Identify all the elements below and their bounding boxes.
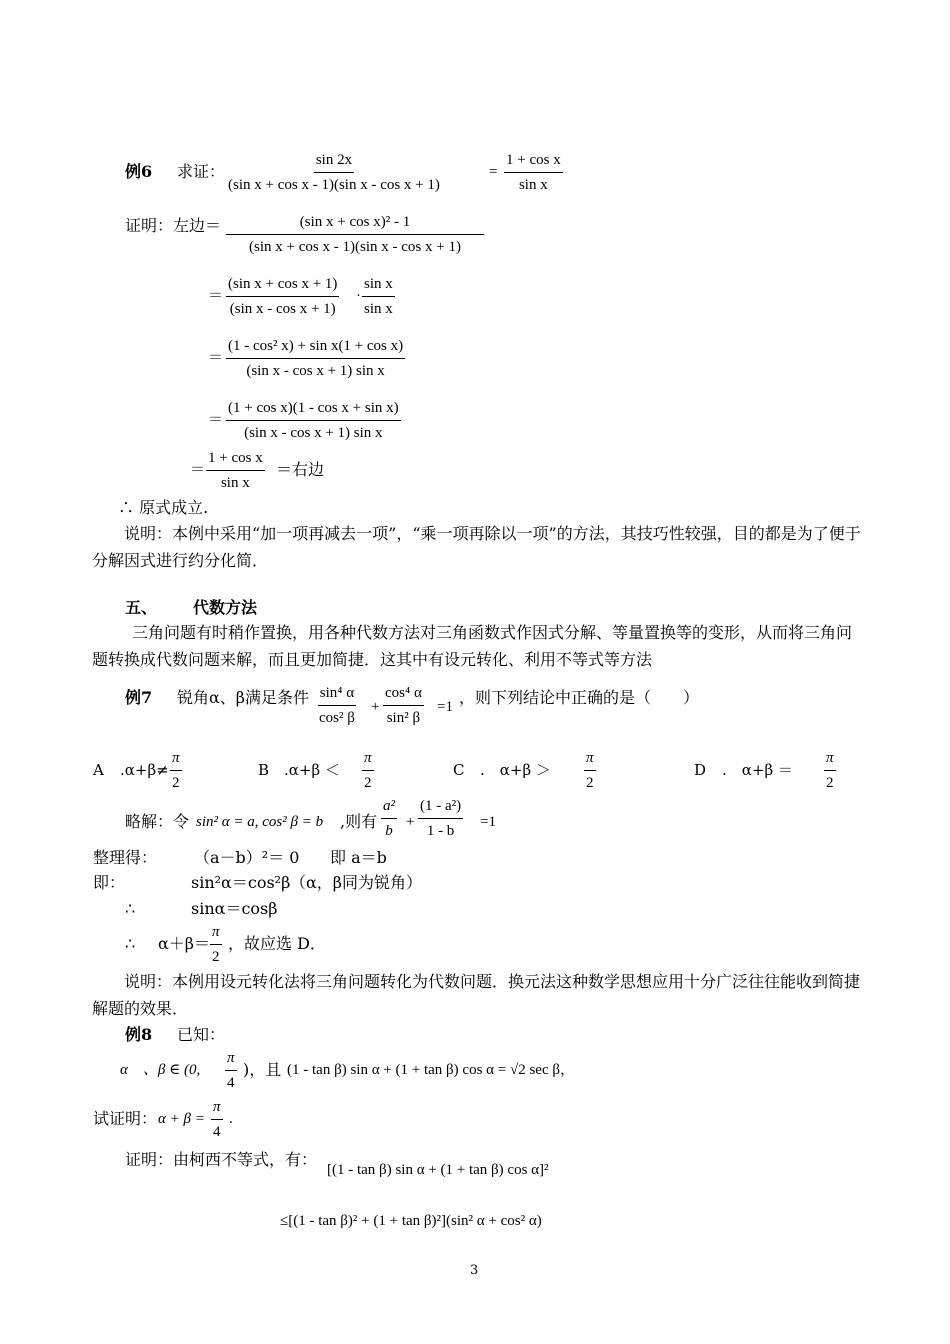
proof-6-step-5: [206, 448, 265, 493]
example-6-prompt: 求证：: [177, 162, 226, 181]
fraction-numerator: a²: [381, 796, 397, 819]
fraction-denominator: 4: [213, 1124, 221, 1140]
note-6: 说明：本例中采用“加一项再减去一项”，“乘一项再除以一项”的方法，其技巧性较强，目的都是为了便于分解因式进行约分化简．: [92, 524, 861, 570]
proof-6-step-4: [226, 398, 401, 443]
example-8-condition-a: α 、β ∈ (0,: [120, 1062, 201, 1078]
fraction-numerator: 1 + cos x: [504, 150, 563, 173]
fraction-denominator: sin x: [220, 475, 250, 491]
proof-6-label: 证明：左边＝: [125, 216, 222, 235]
example-7-label: 例7: [125, 688, 153, 707]
option-a-fraction: [170, 748, 182, 793]
solution-7-lead: 略解：令: [125, 812, 190, 831]
option-a-key: A: [93, 761, 104, 779]
fraction-numerator: π: [362, 748, 374, 771]
fraction-numerator: sin x: [362, 274, 395, 297]
line-4-fraction: [210, 922, 222, 967]
equals-one: =1: [480, 814, 496, 830]
fraction-numerator: π: [210, 922, 222, 945]
fraction-numerator: π: [211, 1097, 223, 1120]
example-7-prompt: 锐角α、β满足条件: [177, 688, 310, 707]
option-a-text: .α+β≠: [120, 761, 169, 779]
plus-sign: +: [371, 699, 380, 715]
option-d-key: D: [694, 761, 707, 779]
option-b-key: B: [258, 761, 270, 779]
multiply-dot: ·: [356, 288, 361, 304]
proof-6-step-2a: [226, 274, 339, 319]
example-8-prompt: 已知：: [177, 1025, 226, 1044]
option-d-text: . α+β ＝: [722, 761, 793, 779]
fraction-numerator: sin⁴ α: [318, 683, 356, 706]
fraction-denominator: sin² β: [386, 710, 421, 726]
fraction-denominator: (sin x + cos x - 1)(sin x - cos x + 1): [228, 177, 440, 193]
example-8-condition-b: )，且: [243, 1060, 282, 1079]
option-c-key: C: [453, 761, 465, 779]
fraction-numerator: cos⁴ α: [383, 683, 424, 706]
proof-6-step-2b: [362, 274, 395, 319]
fraction-numerator: (sin x + cos x + 1): [226, 274, 339, 297]
fraction-denominator: b: [385, 823, 393, 839]
page-number: 3: [470, 1263, 479, 1278]
proof-6-step-1: [226, 212, 484, 257]
fraction-denominator: 4: [227, 1075, 235, 1091]
fraction-numerator: π: [824, 748, 836, 771]
line-2-expression: sin²α＝cos²β: [191, 873, 291, 892]
fraction-denominator: 1 - b: [426, 823, 455, 839]
fraction-denominator: 2: [826, 775, 834, 791]
line-1-tail: 即 a＝b: [330, 848, 387, 867]
fraction-denominator: 2: [212, 949, 220, 965]
fraction-denominator: 2: [364, 775, 372, 791]
proof-8-line-1: [(1 - tan β) sin α + (1 + tan β) cos α]²: [327, 1162, 549, 1178]
option-c-text: . α+β ＞: [480, 761, 551, 779]
equals-sign: ＝: [208, 288, 224, 304]
equals-sign: ＝: [208, 350, 224, 366]
equals-one: =1: [437, 699, 453, 715]
solution-7-fraction-a: [381, 796, 397, 841]
example-8-label: 例8: [125, 1025, 153, 1044]
fraction-numerator: sin 2x: [314, 150, 354, 173]
option-b-fraction: [362, 748, 374, 793]
example-8-goal-expression: α + β =: [158, 1111, 205, 1127]
section-5-intro: 三角问题有时稍作置换，用各种代数方法对三角函数式作因式分解、等量置换等的变形，从而将三角问题转换成代数问题来解，而且更加简捷．这其中有设元转化、利用不等式等方法: [92, 623, 853, 669]
line-3-label: ∴: [125, 899, 136, 918]
solution-7-substitution: sin² α = a, cos² β = b: [196, 814, 324, 830]
fraction-denominator: (sin x - cos x + 1) sin x: [246, 363, 385, 379]
example-7-fraction-2: [383, 683, 424, 728]
proof-6-step-3: [226, 336, 405, 381]
fraction-denominator: sin x: [364, 301, 393, 317]
line-2-label: 即：: [93, 873, 126, 892]
option-c-fraction: [584, 748, 596, 793]
fraction-numerator: π: [584, 748, 596, 771]
example-7-fraction-1: [317, 683, 357, 728]
line-2-tail: （α，β同为锐角）: [290, 873, 423, 892]
line-4-expression: α＋β＝: [158, 934, 211, 953]
fraction-denominator: (sin x - cos x + 1) sin x: [244, 425, 383, 441]
example-8-condition-c: (1 - tan β) sin α + (1 + tan β) cos α = √2 sec β，: [287, 1062, 576, 1078]
solution-7-then: ,则有: [340, 812, 378, 831]
fraction-denominator: 2: [586, 775, 594, 791]
section-5-title: 代数方法: [193, 598, 258, 617]
line-3-expression: sinα＝cosβ: [191, 899, 278, 918]
example-6-label: 例6: [125, 162, 153, 181]
fraction-denominator: (sin x + cos x - 1)(sin x - cos x + 1): [249, 239, 461, 255]
line-1-expression: （a－b）²＝ 0: [194, 848, 300, 867]
proof-8-label: 证明：由柯西不等式，有：: [125, 1150, 318, 1169]
proof-8-line-2: ≤[(1 - tan β)² + (1 + tan β)²](sin² α + cos² α): [280, 1213, 542, 1229]
equals-sign: ＝: [208, 412, 224, 428]
example-7-question: ，则下列结论中正确的是（ ）: [459, 688, 700, 707]
fraction-numerator: (1 - cos² x) + sin x(1 + cos x): [226, 336, 405, 359]
line-1-label: 整理得：: [93, 848, 158, 867]
proof-6-conclusion: ∴ 原式成立.: [118, 498, 209, 517]
fraction-numerator: π: [170, 748, 182, 771]
example-8-goal-fraction: [211, 1097, 223, 1142]
option-b-text: .α+β ＜: [284, 761, 340, 779]
solution-7-fraction-b: [418, 796, 463, 841]
example-6-lhs-fraction: [226, 150, 442, 195]
fraction-denominator: (sin x - cos x + 1): [229, 301, 336, 317]
example-8-goal-label: 试证明：: [93, 1109, 158, 1128]
line-4-tail: ，故应选 D．: [228, 934, 326, 953]
fraction-numerator: (sin x + cos x)² - 1: [226, 212, 484, 235]
option-d-fraction: [824, 748, 836, 793]
fraction-denominator: sin x: [518, 177, 548, 193]
example-6-rhs-fraction: [504, 150, 563, 195]
fraction-denominator: 2: [172, 775, 180, 791]
note-7: 说明：本例用设元转化法将三角问题转化为代数问题．换元法这种数学思想应用十分广泛往往能收到简捷解题的效果．: [92, 972, 861, 1018]
fraction-numerator: (1 + cos x)(1 - cos x + sin x): [226, 398, 401, 421]
section-5-number: 五、: [125, 598, 158, 617]
fraction-numerator: π: [225, 1048, 237, 1071]
right-side-text: ＝右边: [276, 460, 325, 479]
plus-sign: +: [406, 814, 415, 830]
equals-sign: =: [489, 164, 498, 180]
fraction-numerator: 1 + cos x: [206, 448, 265, 471]
fraction-denominator: cos² β: [319, 710, 355, 726]
fraction-numerator: (1 - a²): [418, 796, 463, 819]
line-4-label: ∴: [125, 934, 136, 953]
equals-sign: ＝: [190, 462, 206, 478]
example-8-condition-fraction: [225, 1048, 237, 1093]
example-8-goal-period: .: [229, 1111, 233, 1127]
